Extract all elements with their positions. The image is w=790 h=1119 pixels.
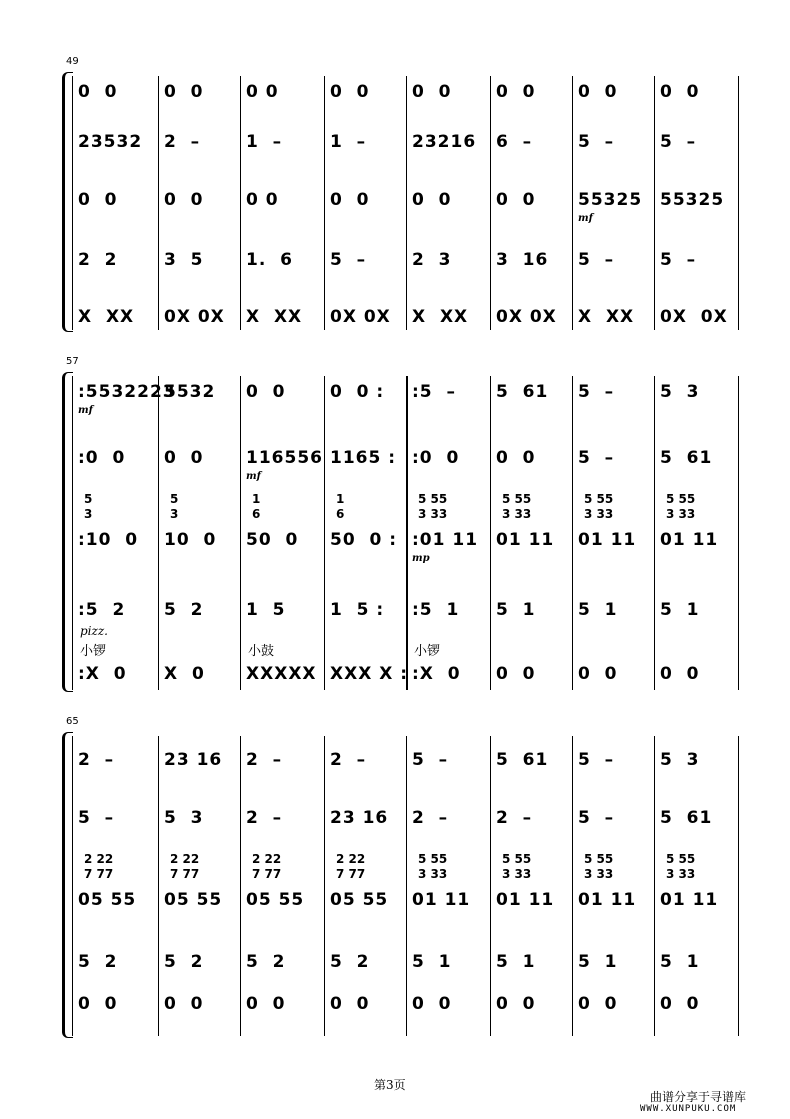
notation-cell: 0 0 [246,382,286,402]
notation-cell: 0 0 [412,190,452,210]
notation-cell: :X 0 [412,664,461,684]
notation-cell: 0X 0X [660,307,728,327]
notation-cell: XXXXX [246,664,317,684]
notation-cell: 05 55 [330,890,389,910]
notation-cell: 5 – [578,132,615,152]
barline [572,76,573,330]
notation-cell: 0 0 [578,994,618,1014]
chord-mid: 7 77 [84,867,114,881]
barline [240,76,241,330]
chord-stack [84,492,92,522]
chord-top: 2 22 [336,852,366,866]
notation-cell: 05 55 [246,890,305,910]
chord-stack [666,852,695,882]
notation-cell: 5 – [578,250,615,270]
chord-top: 1 [252,492,261,506]
notation-cell: 0 0 [246,190,279,210]
notation-cell: 01 11 [412,890,471,910]
barline [738,76,739,330]
chord-stack [584,492,613,522]
notation-cell: 2 2 [78,250,118,270]
chord-mid: 3 33 [418,867,448,881]
notation-cell: 0 0 [164,190,204,210]
measure-number: 49 [66,56,79,67]
notation-cell: 0 0 [164,448,204,468]
notation-cell: 2 – [246,750,283,770]
notation-cell: :0 0 [412,448,460,468]
barline [572,736,573,1036]
chord-top: 5 [84,492,93,506]
notation-cell: 05 55 [164,890,223,910]
chord-top: 5 55 [418,492,448,506]
notation-cell: 0 0 [660,664,700,684]
notation-cell: :X 0 [78,664,127,684]
notation-cell: 6 – [496,132,533,152]
notation-cell: X 0 [164,664,205,684]
notation-cell: 2 3 [412,250,452,270]
notation-cell: 5 – [578,382,615,402]
notation-cell: 0 0 [578,664,618,684]
notation-cell: 5 3 [660,382,700,402]
notation-cell: 0 0 [496,664,536,684]
notation-cell: 23532 [78,132,143,152]
chord-mid: 3 33 [584,867,614,881]
notation-cell: X XX [578,307,635,327]
notation-cell: 50 0 : [330,530,398,550]
notation-cell: 0 0 [496,190,536,210]
barline [572,376,573,690]
barline [406,376,408,690]
chord-stack [170,492,178,522]
notation-cell: :10 0 [78,530,139,550]
notation-cell: 5 2 [246,952,286,972]
notation-cell: 01 11 [496,890,555,910]
dynamic-mark: mp [412,553,430,564]
chord-top: 5 55 [666,492,696,506]
notation-cell: 3 5 [164,250,204,270]
notation-cell: 5 1 [578,600,618,620]
notation-cell: 5 2 [78,952,118,972]
chord-stack [666,492,695,522]
notation-cell: 0 0 [412,994,452,1014]
notation-cell: 0 0 [496,448,536,468]
notation-cell: 5 – [330,250,367,270]
notation-cell: 5 – [578,448,615,468]
notation-cell: 01 11 [578,530,637,550]
barline [490,76,491,330]
notation-cell: 5532 [164,382,216,402]
notation-cell: 0 0 [496,82,536,102]
notation-cell: 5 3 [164,808,204,828]
dynamic-mark: mf [578,213,593,224]
notation-cell: 1 5 : [330,600,385,620]
notation-cell: 0 0 [246,82,279,102]
notation-cell: 0 0 [330,82,370,102]
notation-cell: 01 11 [660,530,719,550]
barline [654,76,655,330]
notation-cell: 0 0 [164,994,204,1014]
notation-cell: 0 0 [78,190,118,210]
chord-mid: 3 33 [666,507,696,521]
notation-cell: 5 – [412,750,449,770]
pizz-marking: pizz. [80,624,108,638]
barline [324,376,325,690]
notation-cell: 2 – [164,132,201,152]
notation-cell: 01 11 [578,890,637,910]
chord-top: 5 [170,492,179,506]
notation-cell: 23 16 [330,808,389,828]
notation-cell: 50 0 [246,530,299,550]
notation-cell: 0X 0X [330,307,391,327]
chord-top: 5 55 [502,492,532,506]
chord-mid: 6 [336,507,345,521]
notation-cell: 5 1 [412,952,452,972]
notation-cell: 0X 0X [496,307,557,327]
chord-top: 5 55 [418,852,448,866]
chord-top: 5 55 [666,852,696,866]
barline [738,736,739,1036]
notation-cell: 2 – [330,750,367,770]
notation-cell: X XX [78,307,135,327]
notation-cell: 5 – [78,808,115,828]
instrument-label: 小锣 [414,644,441,659]
notation-cell: 0 0 : [330,382,385,402]
notation-cell: 5 1 [660,600,700,620]
notation-cell: 1 5 [246,600,286,620]
barline [158,76,159,330]
score-system [62,716,730,1038]
notation-cell: X XX [246,307,303,327]
notation-cell: 5 61 [660,808,713,828]
chord-mid: 3 [170,507,179,521]
barline [490,376,491,690]
notation-cell: 2 – [412,808,449,828]
notation-cell: 2 – [78,750,115,770]
chord-mid: 6 [252,507,261,521]
barline [72,736,73,1036]
notation-cell: 1 – [246,132,283,152]
notation-cell: 0 0 [78,82,118,102]
notation-cell: 5 – [660,250,697,270]
notation-cell: 0 0 [496,994,536,1014]
notation-cell: 55325 [578,190,643,210]
notation-cell: X XX [412,307,469,327]
instrument-label: 小锣 [80,644,107,659]
chord-stack [252,852,281,882]
notation-cell: 5 3 [660,750,700,770]
barline [406,736,407,1036]
notation-cell: 2 – [496,808,533,828]
site-url: WWW.XUNPUKU.COM [640,1104,737,1114]
barline [324,76,325,330]
page-number: 第3页 [374,1078,406,1092]
barline [324,736,325,1036]
notation-cell: 1. 6 [246,250,293,270]
chord-mid: 3 33 [666,867,696,881]
chord-stack [584,852,613,882]
chord-top: 1 [336,492,345,506]
notation-cell: 5 1 [496,600,536,620]
barline [406,76,407,330]
barline [654,376,655,690]
site-brand: 曲谱分享于寻谱库 [650,1090,747,1104]
notation-cell: 05 55 [78,890,137,910]
notation-cell: 55325 [660,190,725,210]
chord-top: 5 55 [584,492,614,506]
chord-stack [170,852,199,882]
chord-stack [252,492,260,522]
notation-cell: 1 – [330,132,367,152]
chord-top: 2 22 [170,852,200,866]
notation-cell: 5 – [578,750,615,770]
chord-mid: 3 33 [418,507,448,521]
notation-cell: 23216 [412,132,477,152]
notation-cell: 0 0 [330,190,370,210]
dynamic-mark: mf [78,405,93,416]
notation-cell: 01 11 [496,530,555,550]
chord-mid: 7 77 [252,867,282,881]
score-system [62,356,730,692]
chord-top: 2 22 [252,852,282,866]
barline [654,736,655,1036]
chord-stack [502,852,531,882]
notation-cell: 1165 : [330,448,397,468]
barline [158,736,159,1036]
chord-mid: 7 77 [336,867,366,881]
chord-top: 2 22 [84,852,114,866]
instrument-label: 小鼓 [248,644,275,659]
notation-cell: :5 1 [412,600,460,620]
notation-cell: 0 0 [164,82,204,102]
dynamic-mark: mf [246,471,261,482]
chord-mid: 7 77 [170,867,200,881]
notation-cell: 0 0 [330,994,370,1014]
chord-mid: 3 33 [502,507,532,521]
notation-cell: 01 11 [660,890,719,910]
barline [158,376,159,690]
notation-cell: 5 2 [164,600,204,620]
notation-cell: 5 1 [578,952,618,972]
chord-top: 5 55 [584,852,614,866]
notation-cell: 0 0 [578,82,618,102]
notation-cell: :5532223 [78,382,176,402]
notation-cell: 5 2 [330,952,370,972]
chord-top: 5 55 [502,852,532,866]
barline [72,376,73,690]
chord-mid: 3 [84,507,93,521]
notation-cell: 5 2 [164,952,204,972]
notation-cell: XXX X : [330,664,409,684]
notation-cell: 0 0 [660,82,700,102]
notation-cell: 10 0 [164,530,217,550]
barline [240,736,241,1036]
notation-cell: 5 61 [496,382,549,402]
chord-stack [336,492,344,522]
notation-cell: 2 – [246,808,283,828]
chord-stack [84,852,113,882]
notation-cell: 0 0 [78,994,118,1014]
chord-mid: 3 33 [502,867,532,881]
chord-stack [418,492,447,522]
barline [490,736,491,1036]
barline [240,376,241,690]
chord-mid: 3 33 [584,507,614,521]
notation-cell: 3 16 [496,250,549,270]
notation-cell: 0X 0X [164,307,225,327]
notation-cell: 5 – [660,132,697,152]
notation-cell: 0 0 [412,82,452,102]
notation-cell: 5 – [578,808,615,828]
barline [72,76,73,330]
notation-cell: 5 1 [496,952,536,972]
notation-cell: :5 2 [78,600,126,620]
chord-stack [502,492,531,522]
score-system [62,56,730,332]
notation-cell: :01 11 [412,530,479,550]
notation-cell: 0 0 [246,994,286,1014]
notation-cell: 5 61 [496,750,549,770]
measure-number: 57 [66,356,79,367]
notation-cell: 116556 [246,448,323,468]
notation-cell: :0 0 [78,448,126,468]
chord-stack [336,852,365,882]
barline [738,376,739,690]
notation-cell: 0 0 [660,994,700,1014]
notation-cell: 5 61 [660,448,713,468]
notation-cell: :5 – [412,382,456,402]
notation-cell: 23 16 [164,750,223,770]
measure-number: 65 [66,716,79,727]
notation-cell: 5 1 [660,952,700,972]
chord-stack [418,852,447,882]
